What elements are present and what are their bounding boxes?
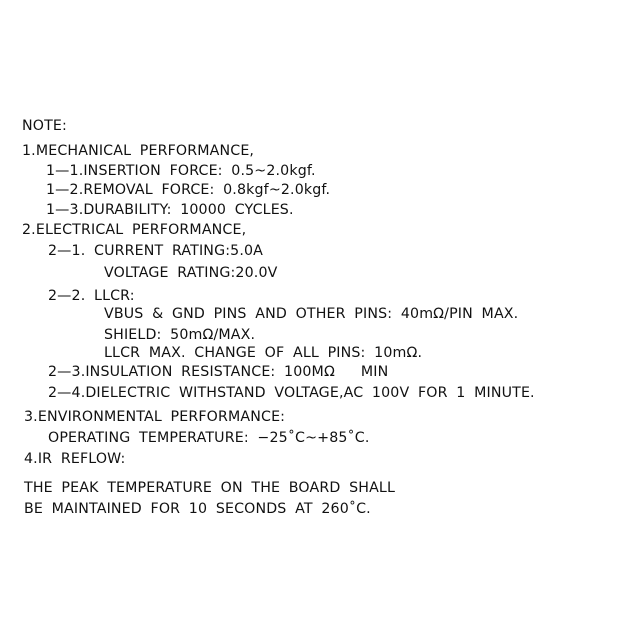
current-rating-line: 2—1. CURRENT RATING:5.0A [48, 243, 264, 259]
llcr-label: 2—2. LLCR: [48, 288, 135, 304]
insertion-force-line: 1—1.INSERTION FORCE: 0.5~2.0kgf. [46, 163, 316, 179]
durability-line: 1—3.DURABILITY: 10000 CYCLES. [46, 202, 294, 218]
ir-reflow-title: 4.IR REFLOW: [24, 451, 126, 467]
voltage-rating-line: VOLTAGE RATING:20.0V [104, 265, 278, 281]
environmental-performance-title: 3.ENVIRONMENTAL PERFORMANCE: [24, 409, 286, 425]
llcr-change-line: LLCR MAX. CHANGE OF ALL PINS: 10mΩ. [104, 345, 423, 361]
insulation-resistance-line: 2—3.INSULATION RESISTANCE: 100MΩ MIN [48, 364, 389, 380]
mechanical-performance-title: 1.MECHANICAL PERFORMANCE, [22, 143, 255, 159]
llcr-shield-line: SHIELD: 50mΩ/MAX. [104, 327, 256, 343]
dielectric-withstand-line: 2—4.DIELECTRIC WITHSTAND VOLTAGE,AC 100V FOR 1 MINUTE. [48, 385, 535, 401]
removal-force-line: 1—2.REMOVAL FORCE: 0.8kgf~2.0kgf. [46, 182, 331, 198]
notes-heading: NOTE: [22, 118, 67, 134]
operating-temperature-line: OPERATING TEMPERATURE: −25˚C~+85˚C. [48, 430, 370, 446]
llcr-vbus-line: VBUS & GND PINS AND OTHER PINS: 40mΩ/PIN MAX. [104, 306, 519, 322]
electrical-performance-title: 2.ELECTRICAL PERFORMANCE, [22, 222, 247, 238]
ir-reflow-line-1: THE PEAK TEMPERATURE ON THE BOARD SHALL [24, 480, 396, 496]
ir-reflow-line-2: BE MAINTAINED FOR 10 SECONDS AT 260˚C. [24, 501, 371, 517]
